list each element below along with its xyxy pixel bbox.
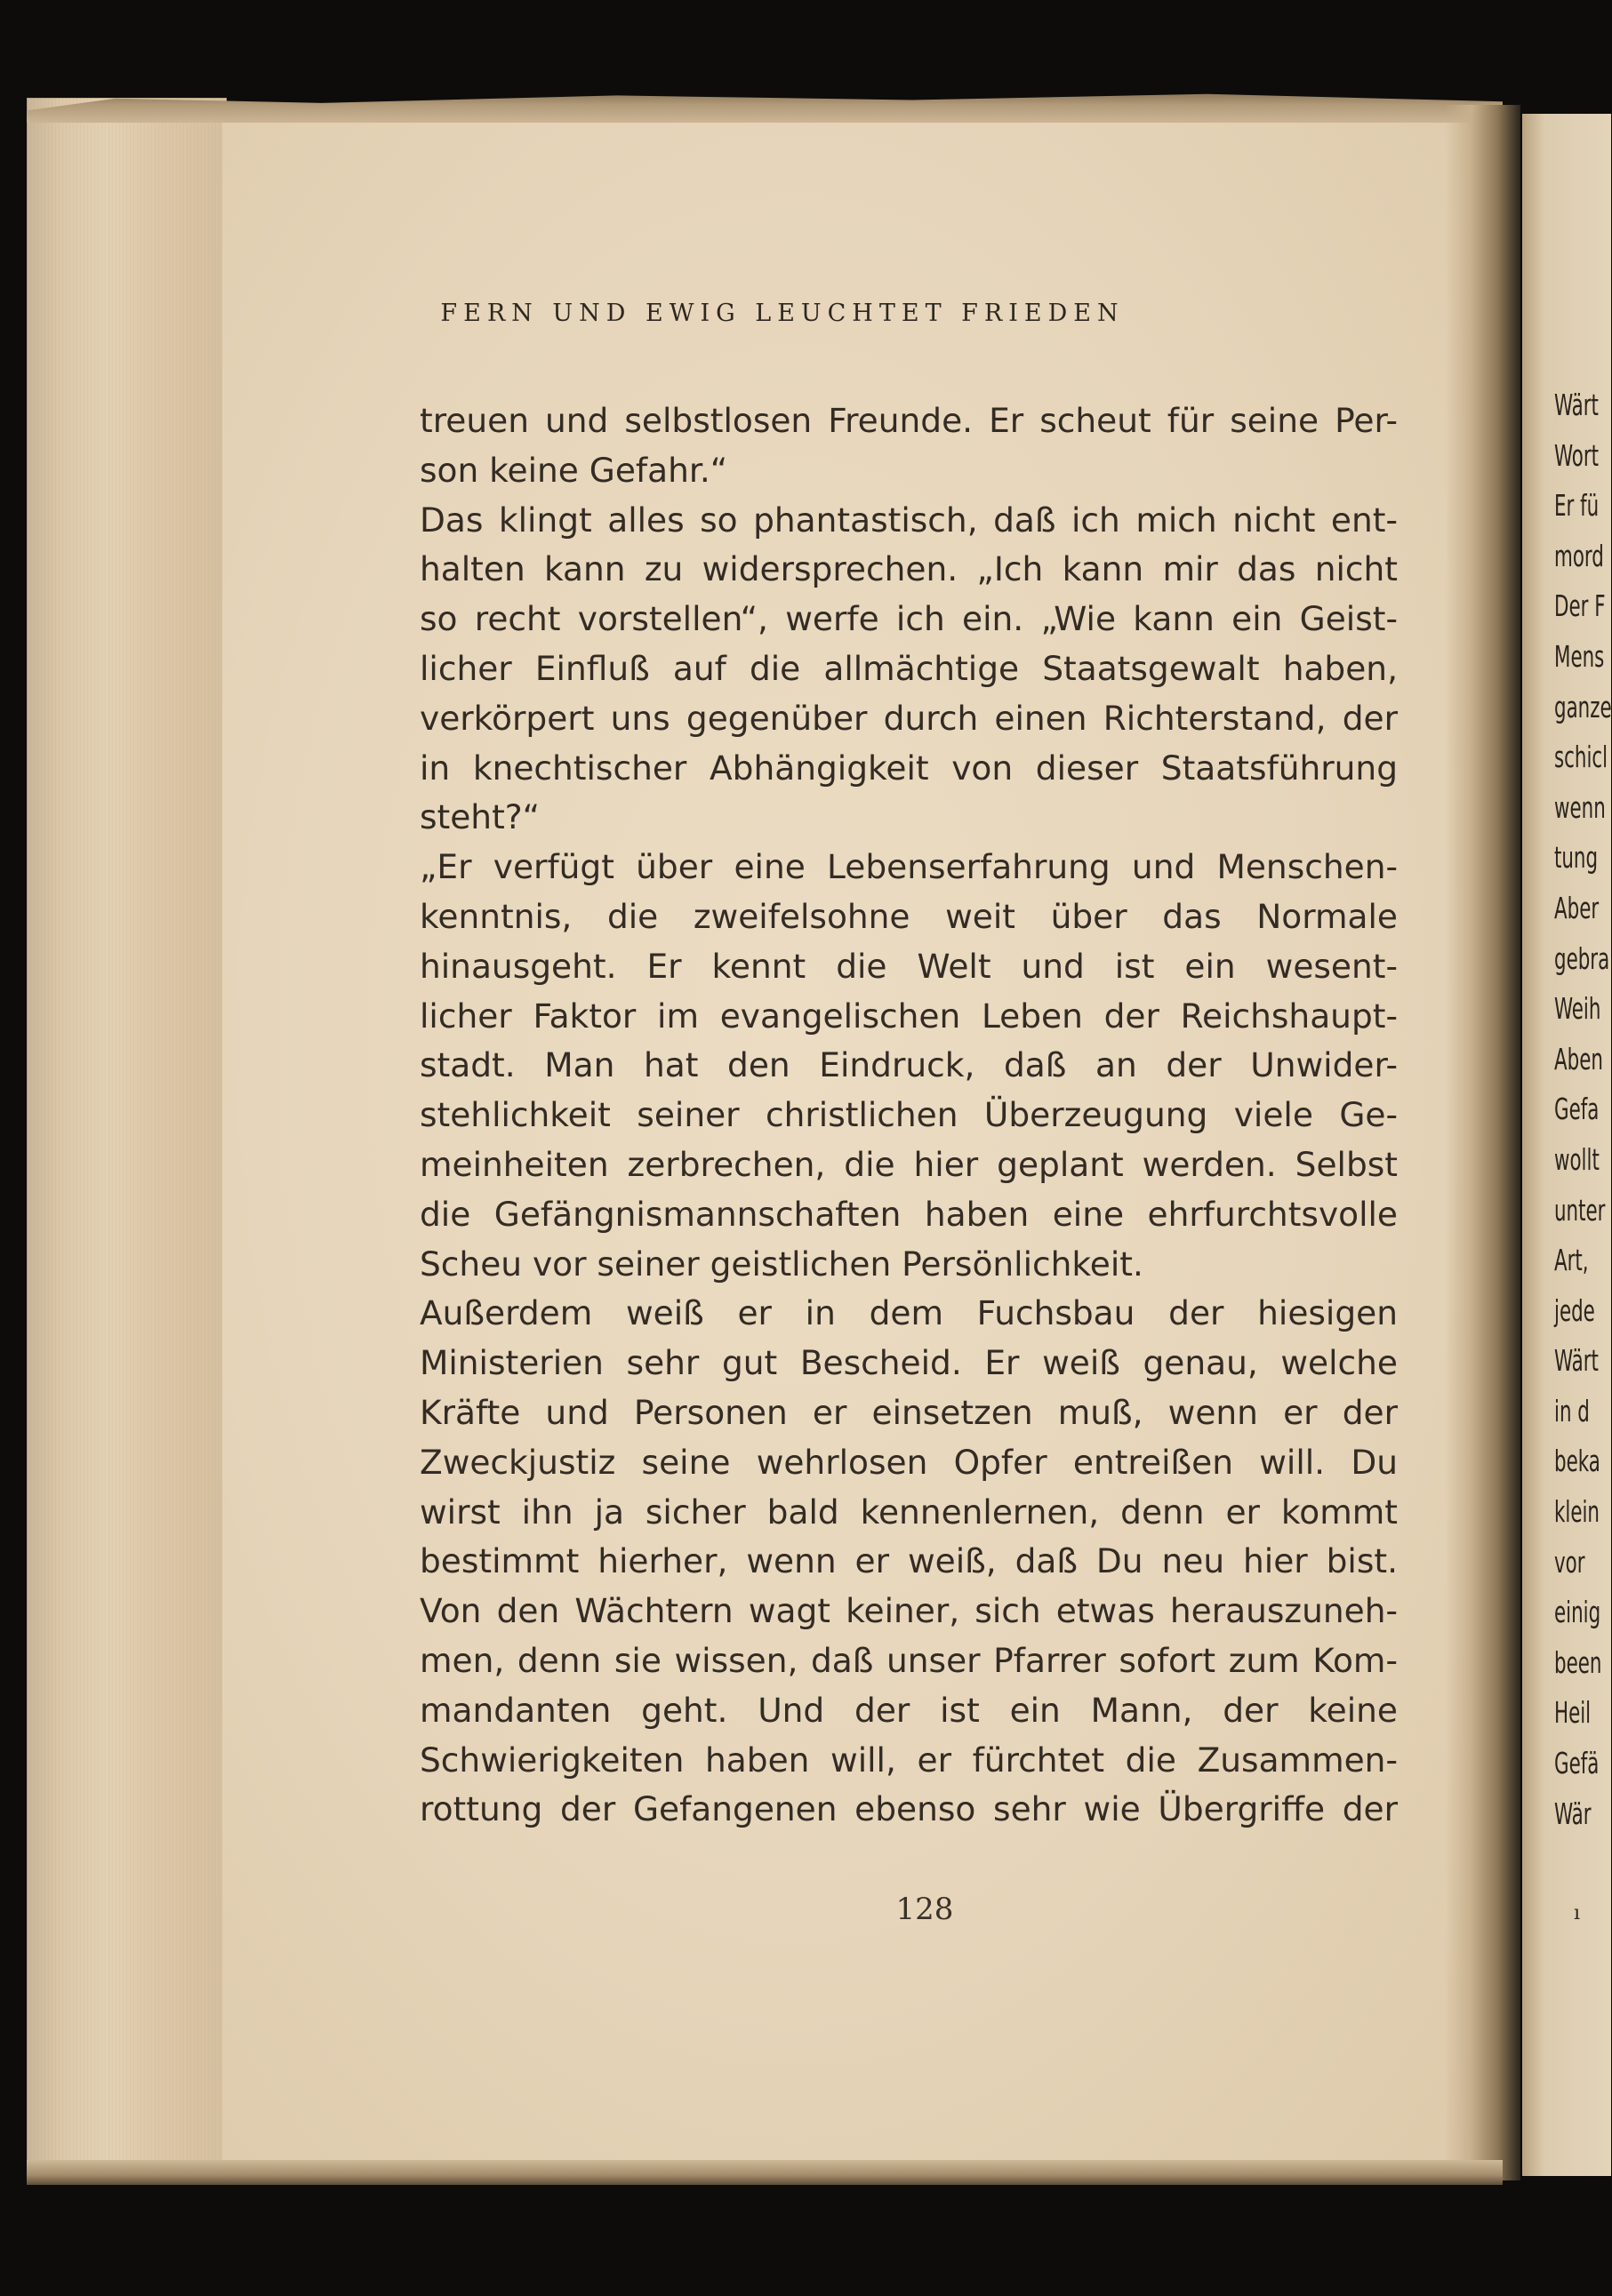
facing-text-fragment: Gefä <box>1554 1746 1600 1781</box>
text-line: steht?“ <box>420 797 541 837</box>
text-line: kenntnis, die zweifelsohne weit über das Normale <box>420 896 1398 936</box>
facing-text-fragment: beka <box>1554 1444 1600 1479</box>
book-gutter <box>1445 105 1520 2180</box>
text-line: halten kann zu widersprechen. „Ich kann mir das nicht <box>420 549 1398 589</box>
text-line: Das klingt alles so phantastisch, daß ich mich nicht ent- <box>420 500 1398 540</box>
facing-text-fragment: mord <box>1554 538 1604 573</box>
facing-text-fragment: Wort <box>1554 437 1599 473</box>
facing-text-fragment: ganze <box>1554 689 1612 724</box>
text-line: mandanten geht. Und der ist ein Mann, der keine <box>420 1690 1398 1730</box>
text-line: son keine Gefahr.“ <box>420 450 728 490</box>
facing-text-fragment: unter <box>1554 1192 1606 1228</box>
facing-text-fragment: Gefa <box>1554 1092 1600 1127</box>
facing-text-fragment: been <box>1554 1644 1602 1680</box>
text-line: verkörpert uns gegenüber durch einen Richterstand, der <box>420 698 1398 738</box>
facing-text-fragment: gebra <box>1554 940 1610 976</box>
facing-text-fragment: tung <box>1554 840 1599 876</box>
top-page-edge <box>27 92 1503 123</box>
text-line: treuen und selbstlosen Freunde. Er scheut für seine Per- <box>420 401 1398 440</box>
text-line: hinausgeht. Er kennt die Welt und ist ein wesent- <box>420 946 1398 986</box>
bottom-page-edge <box>27 2160 1503 2185</box>
text-line: Von den Wächtern wagt keiner, sich etwas herauszuneh- <box>420 1591 1398 1631</box>
facing-text-fragment: schicl <box>1554 740 1608 775</box>
text-line: Ministerien sehr gut Bescheid. Er weiß genau, welche <box>420 1343 1398 1383</box>
facing-text-fragment: klein <box>1554 1494 1600 1530</box>
facing-text-fragment: Er fü <box>1554 488 1600 524</box>
text-line: stadt. Man hat den Eindruck, daß an der Unwider- <box>420 1045 1398 1085</box>
facing-text-fragment: Heil <box>1554 1695 1592 1731</box>
text-line: die Gefängnismannschaften haben eine ehrfurchtsvolle <box>420 1194 1398 1234</box>
facing-page-mark: ı <box>1574 1902 1581 1924</box>
page-number: 128 <box>895 1892 954 1927</box>
text-line: stehlichkeit seiner christlichen Überzeugung viele Ge- <box>420 1095 1398 1135</box>
facing-text-fragment: Wär <box>1554 1796 1592 1831</box>
facing-text-fragment: jede <box>1554 1292 1595 1328</box>
facing-text-fragment: Art, <box>1554 1243 1589 1278</box>
text-line: Kräfte und Personen er einsetzen muß, wenn er der <box>420 1392 1398 1432</box>
facing-text-fragment: Aber <box>1554 890 1600 925</box>
running-header: FERN UND EWIG LEUCHTET FRIEDEN <box>440 300 1125 327</box>
text-line: Zweckjustiz seine wehrlosen Opfer entreißen will. Du <box>420 1442 1398 1482</box>
facing-page-text <box>1554 380 1612 1839</box>
text-line: so recht vorstellen“, werfe ich ein. „Wie kann ein Geist- <box>420 599 1398 639</box>
facing-text-fragment: wollt <box>1554 1141 1600 1177</box>
facing-text-fragment: Aben <box>1554 1041 1603 1076</box>
text-line: Schwierigkeiten haben will, er fürchtet die Zusammen- <box>420 1740 1398 1780</box>
text-line: men, denn sie wissen, daß unser Pfarrer sofort zum Kom- <box>420 1640 1398 1680</box>
page-stack-edge <box>27 98 227 2178</box>
body-text <box>420 396 1398 1835</box>
text-line: Außerdem weiß er in dem Fuchsbau der hiesigen <box>420 1293 1398 1333</box>
facing-text-fragment: Wärt <box>1554 1343 1599 1379</box>
text-line: licher Einfluß auf die allmächtige Staatsgewalt haben, <box>420 648 1398 688</box>
facing-text-fragment: wenn <box>1554 789 1606 825</box>
text-line: „Er verfügt über eine Lebenserfahrung und Menschen- <box>420 847 1398 887</box>
text-line: bestimmt hierher, wenn er weiß, daß Du neu hier bist. <box>420 1541 1398 1581</box>
text-line: in knechtischer Abhängigkeit von dieser Staatsführung <box>420 748 1398 788</box>
text-line: licher Faktor im evangelischen Leben der Reichshaupt- <box>420 996 1398 1036</box>
facing-text-fragment: in d <box>1554 1393 1590 1428</box>
facing-text-fragment: Wärt <box>1554 388 1599 422</box>
text-line: wirst ihn ja sicher bald kennenlernen, denn er kommt <box>420 1492 1398 1532</box>
facing-text-fragment: Der F <box>1554 588 1606 624</box>
facing-text-fragment: Mens <box>1554 638 1605 674</box>
text-line: rottung der Gefangenen ebenso sehr wie Übergriffe der <box>420 1789 1398 1829</box>
text-line: meinheiten zerbrechen, die hier geplant werden. Selbst <box>420 1144 1398 1184</box>
facing-text-fragment: Weih <box>1554 991 1601 1027</box>
text-line: Scheu vor seiner geistlichen Persönlichkeit. <box>420 1244 1143 1284</box>
facing-text-fragment: einig <box>1554 1595 1601 1630</box>
facing-text-fragment: vor <box>1554 1544 1585 1580</box>
